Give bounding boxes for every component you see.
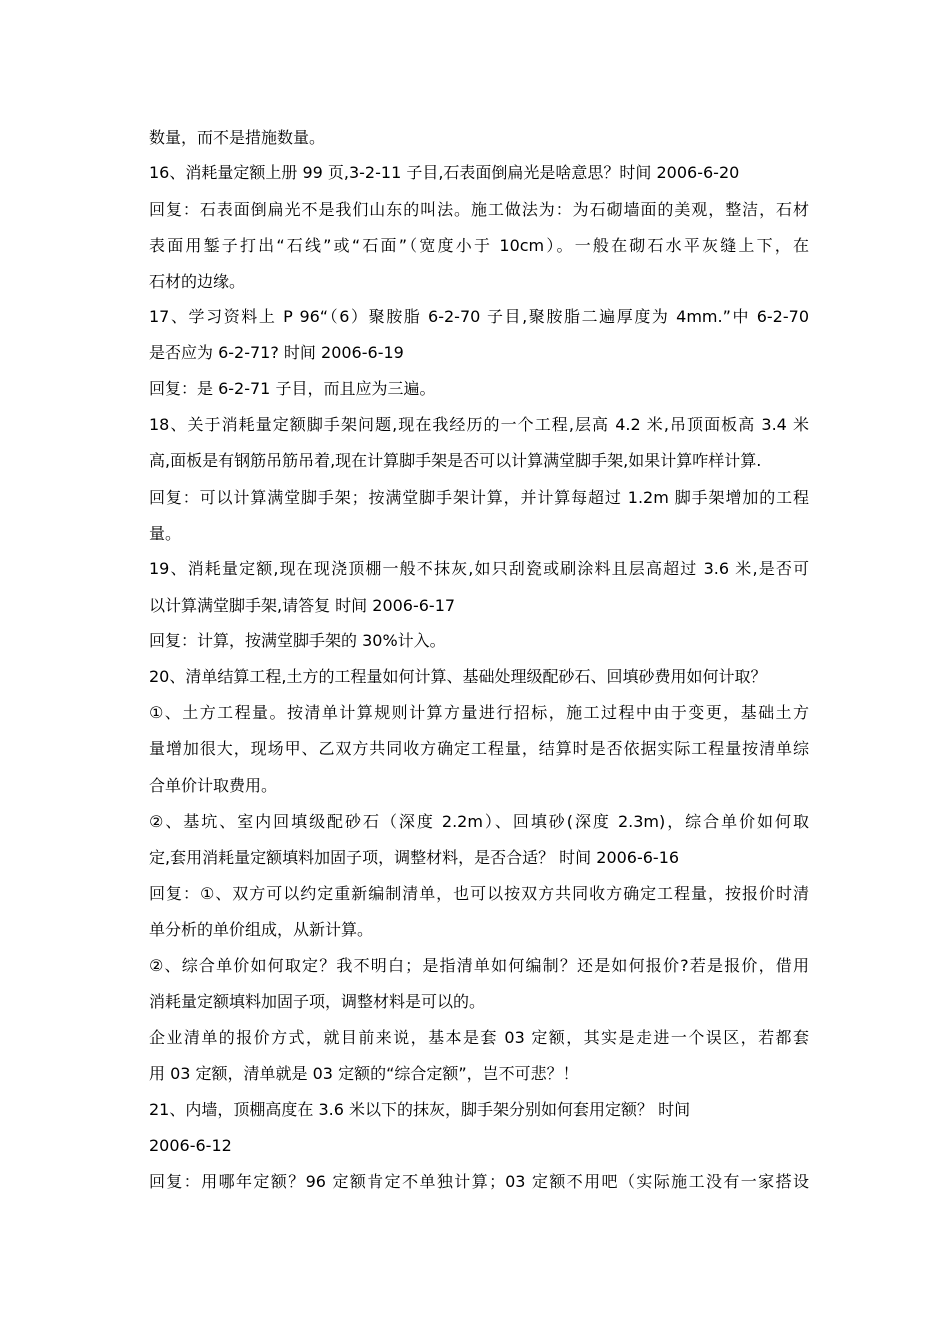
text-line: 以计算满堂脚手架,请答复 时间 2006-6-17	[149, 596, 456, 615]
text-line: 18、关于消耗量定额脚手架问题,现在我经历的一个工程,层高 4.2 米,吊顶面板高 3.4 米	[149, 415, 809, 434]
text-line: 数量，而不是措施数量。	[149, 128, 326, 147]
text-line: ②、基坑、室内回填级配砂石（深度 2.2m）、回填砂(深度 2.3m)，综合单价如何取	[149, 812, 809, 831]
text-line: 单分析的单价组成，从新计算。	[149, 920, 374, 939]
text-line: 回复：用哪年定额？96 定额肯定不单独计算；03 定额不用吧（实际施工没有一家搭设	[149, 1172, 809, 1191]
text-line: 17、学习资料上 P 96“（6）聚胺脂 6-2-70 子目,聚胺脂二遍厚度为 4mm.”中 6-2-70	[149, 307, 809, 326]
text-line: 石材的边缘。	[149, 272, 246, 291]
text-line: 定,套用消耗量定额填料加固子项，调整材料，是否合适？ 时间 2006-6-16	[149, 848, 680, 867]
text-line: 用 03 定额，清单就是 03 定额的“综合定额”，岂不可悲？！	[149, 1064, 579, 1083]
text-line: 量增加很大，现场甲、乙双方共同收方确定工程量，结算时是否依据实际工程量按清单综	[149, 739, 809, 758]
text-line: 量。	[149, 524, 182, 543]
text-line: 16、消耗量定额上册 99 页,3-2-11 子目,石表面倒扁光是啥意思？时间 2006-6-20	[149, 163, 740, 182]
text-line: 企业清单的报价方式，就目前来说，基本是套 03 定额，其实是走进一个误区，若都套	[149, 1028, 809, 1047]
text-line: 回复：是 6-2-71 子目，而且应为三遍。	[149, 379, 436, 398]
text-line: 回复：可以计算满堂脚手架；按满堂脚手架计算，并计算每超过 1.2m 脚手架增加的工程	[149, 488, 809, 507]
text-line: 表面用錾子打出“石线”或“石面”（宽度小于 10cm）。一般在砌石水平灰缝上下，在	[149, 236, 809, 255]
text-line: 消耗量定额填料加固子项，调整材料是可以的。	[149, 992, 486, 1011]
text-line: 高,面板是有钢筋吊筋吊着,现在计算脚手架是否可以计算满堂脚手架,如果计算咋样计算.	[149, 451, 762, 470]
text-line: 19、消耗量定额,现在现浇顶棚一般不抹灰,如只刮瓷或刷涂料且层高超过 3.6 米,是否可	[149, 559, 809, 578]
text-line: 是否应为 6-2-71? 时间 2006-6-19	[149, 343, 404, 362]
text-line: 合单价计取费用。	[149, 776, 278, 795]
text-line: 21、内墙，顶棚高度在 3.6 米以下的抹灰，脚手架分别如何套用定额？ 时间	[149, 1100, 691, 1119]
text-line: 回复：①、双方可以约定重新编制清单，也可以按双方共同收方确定工程量，按报价时清	[149, 884, 809, 903]
text-line: 回复：计算，按满堂脚手架的 30%计入。	[149, 631, 446, 650]
text-line: ①、土方工程量。按清单计算规则计算方量进行招标，施工过程中由于变更，基础土方	[149, 703, 809, 722]
text-line: 20、清单结算工程,土方的工程量如何计算、基础处理级配砂石、回填砂费用如何计取？	[149, 667, 767, 686]
text-line: ②、综合单价如何取定？我不明白；是指清单如何编制？还是如何报价?若是报价，借用	[149, 956, 809, 975]
text-line: 回复：石表面倒扁光不是我们山东的叫法。施工做法为：为石砌墙面的美观，整洁，石材	[149, 200, 809, 219]
text-line: 2006-6-12	[149, 1136, 232, 1155]
